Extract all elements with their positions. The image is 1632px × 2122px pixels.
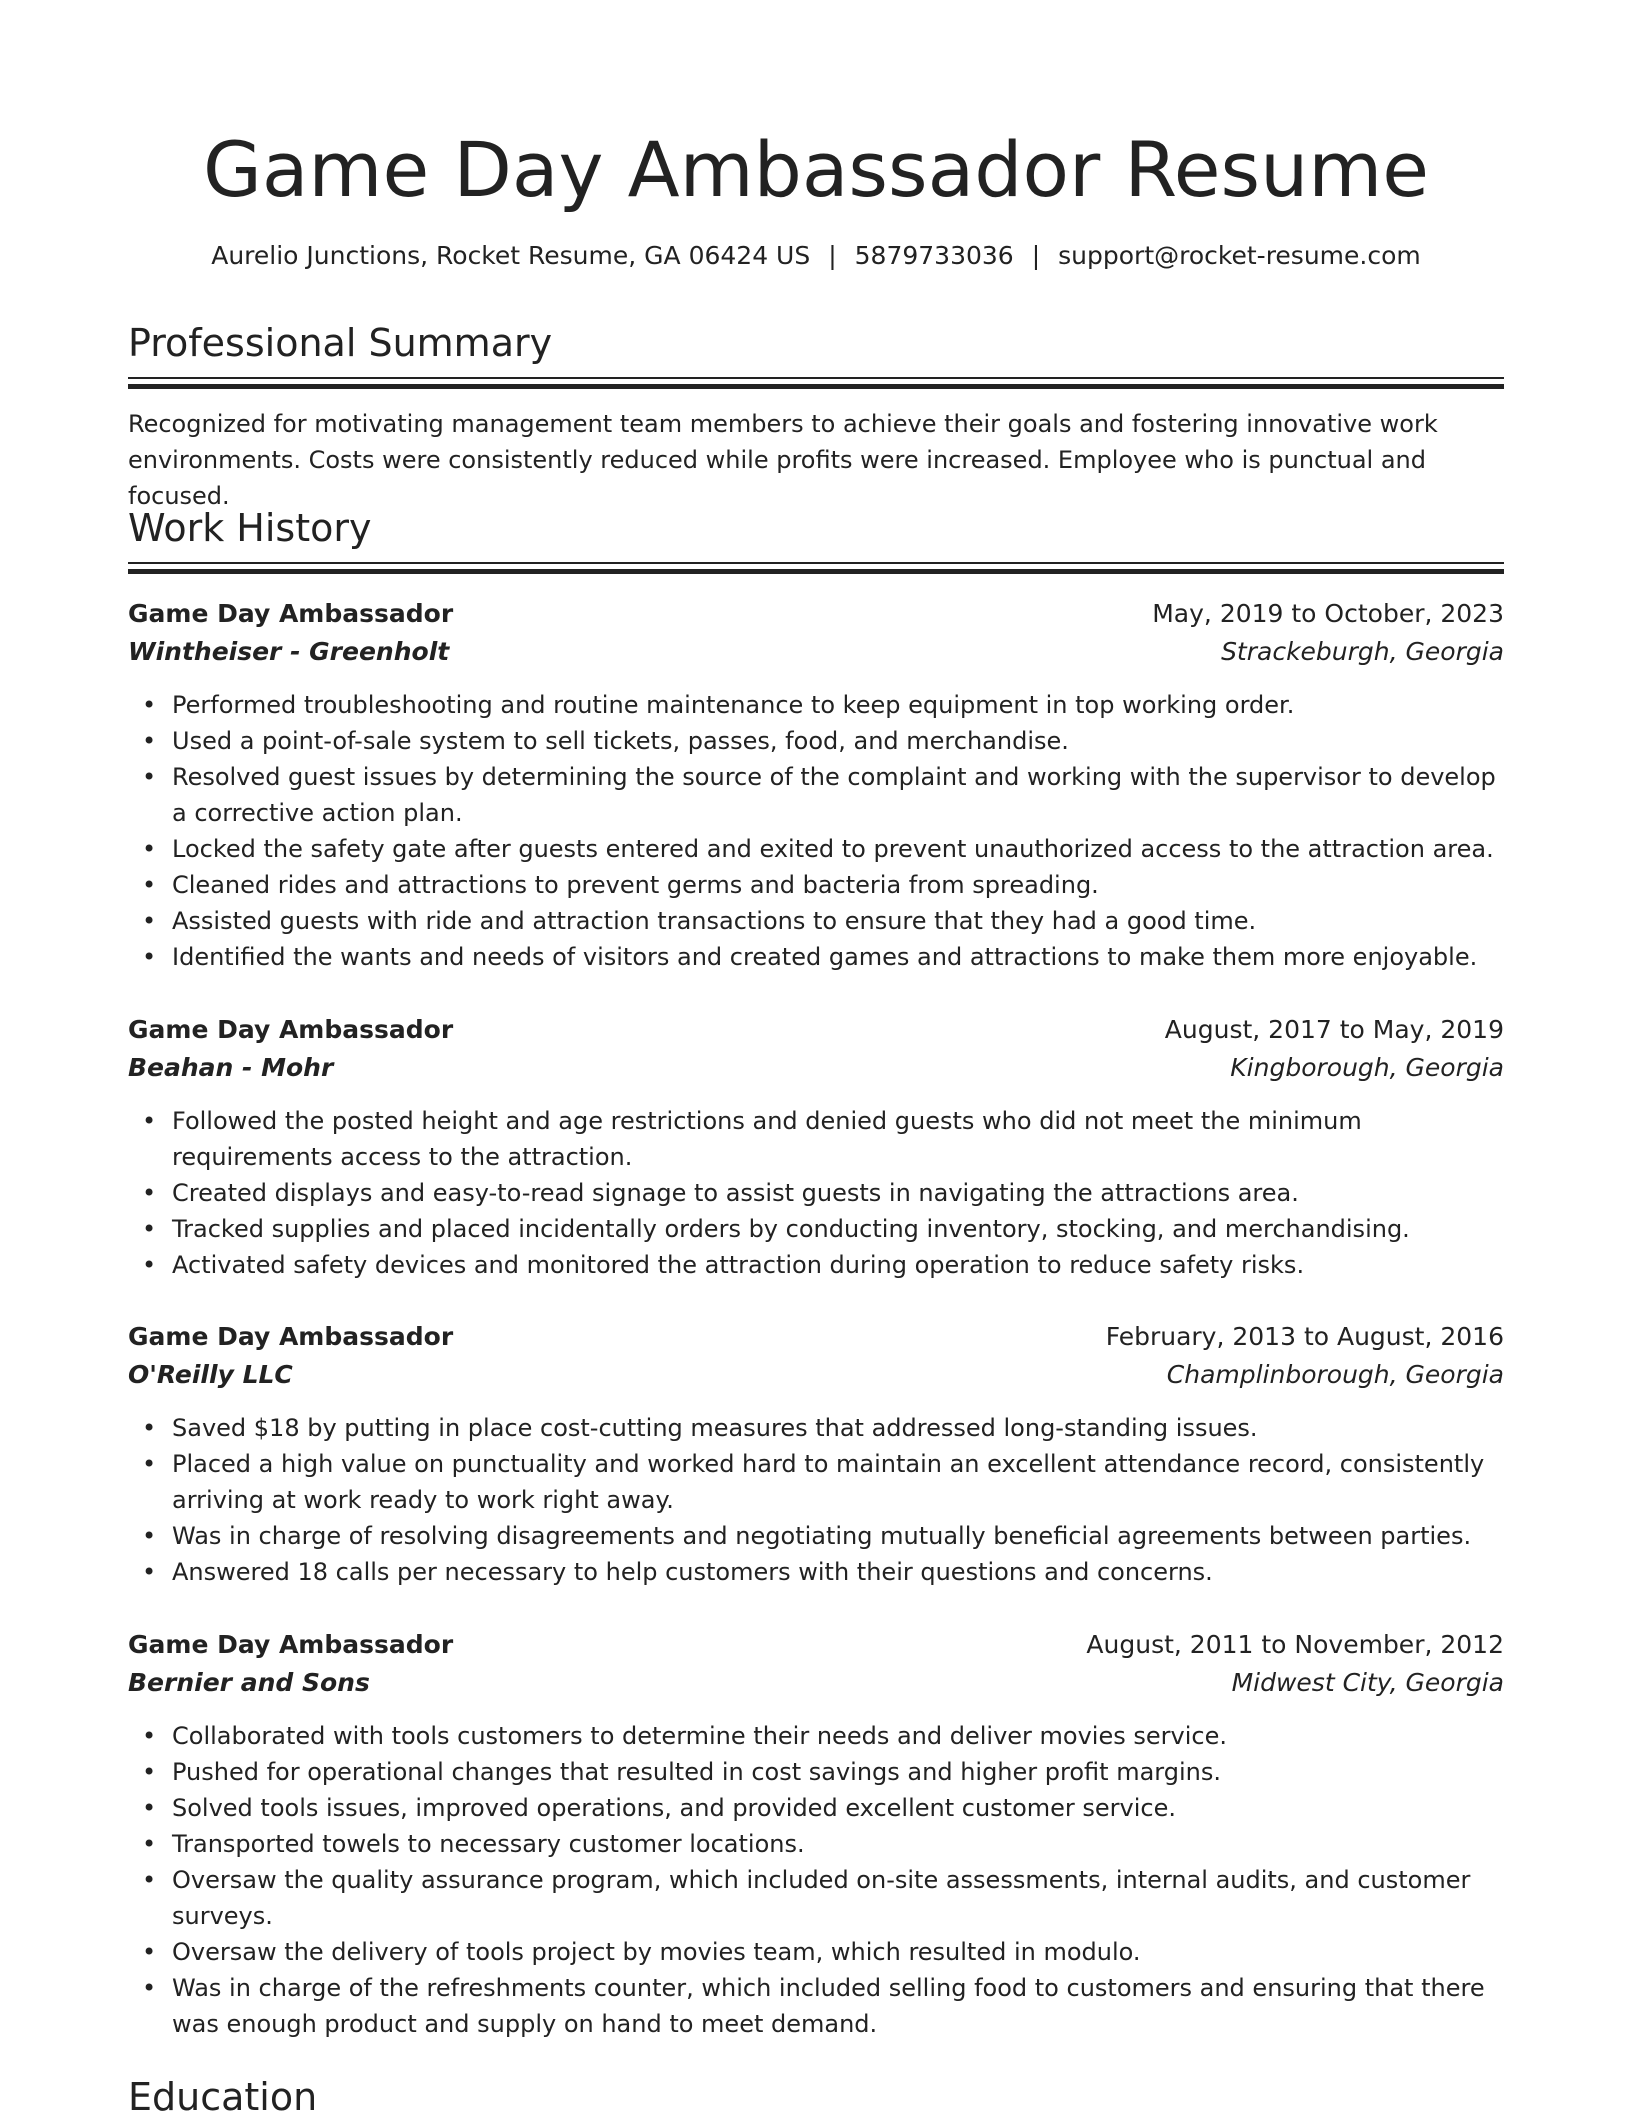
summary-heading: Professional Summary — [128, 321, 553, 365]
job-bullets — [128, 1718, 1504, 2042]
job-bullet: • Locked the safety gate after guests entered and exited to prevent unauthorized access to the attraction area. — [128, 831, 1504, 867]
education-heading: Education — [128, 2075, 318, 2119]
job-location: Midwest City, Georgia — [1231, 1668, 1504, 1697]
job-bullet: • Was in charge of the refreshments counter, which included selling food to customers and ensuring that there was enough product and supply on hand to meet demand. — [128, 1970, 1504, 2042]
job-entry — [128, 1626, 1504, 2042]
job-subheader — [128, 1664, 1504, 1702]
job-bullet: • Assisted guests with ride and attraction transactions to ensure that they had a good time. — [128, 903, 1504, 939]
job-bullet: • Answered 18 calls per necessary to help customers with their questions and concerns. — [128, 1554, 1504, 1590]
job-dates: August, 2011 to November, 2012 — [1086, 1630, 1504, 1659]
job-bullet: • Was in charge of resolving disagreements and negotiating mutually beneficial agreements between parties. — [128, 1518, 1504, 1554]
job-location: Champlinborough, Georgia — [1166, 1360, 1504, 1389]
job-bullets — [128, 687, 1504, 975]
job-entry — [128, 595, 1504, 975]
job-header — [128, 1626, 1504, 1664]
job-company: Bernier and Sons — [128, 1668, 370, 1697]
job-bullet: • Followed the posted height and age restrictions and denied guests who did not meet the minimum requirements access to the attraction. — [128, 1103, 1504, 1175]
job-entry — [128, 1318, 1504, 1590]
job-dates: February, 2013 to August, 2016 — [1105, 1322, 1504, 1351]
job-bullet: • Tracked supplies and placed incidentally orders by conducting inventory, stocking, and merchandising. — [128, 1211, 1504, 1247]
job-title: Game Day Ambassador — [128, 1630, 454, 1659]
job-company: O'Reilly LLC — [128, 1360, 293, 1389]
job-bullet: • Transported towels to necessary customer locations. — [128, 1826, 1504, 1862]
job-title: Game Day Ambassador — [128, 599, 454, 628]
job-header — [128, 1318, 1504, 1356]
work-history-heading: Work History — [128, 506, 372, 550]
contact-address: Aurelio Junctions, Rocket Resume, GA 06424 US — [211, 241, 811, 270]
job-bullet: • Collaborated with tools customers to determine their needs and deliver movies service. — [128, 1718, 1504, 1754]
job-bullet: • Oversaw the delivery of tools project by movies team, which resulted in modulo. — [128, 1934, 1504, 1970]
summary-text: Recognized for motivating management team members to achieve their goals and fostering innovative work environments. Costs were consistently reduced while profits were increased. Employee who is punctual and focused. — [128, 410, 1438, 510]
job-bullet: • Activated safety devices and monitored the attraction during operation to reduce safety risks. — [128, 1247, 1504, 1283]
job-dates: May, 2019 to October, 2023 — [1152, 599, 1504, 628]
job-subheader — [128, 1356, 1504, 1394]
resume-title: Game Day Ambassador Resume — [202, 125, 1430, 214]
section-divider — [128, 377, 1504, 389]
job-company: Beahan - Mohr — [128, 1053, 334, 1082]
job-title: Game Day Ambassador — [128, 1322, 454, 1351]
job-title: Game Day Ambassador — [128, 1015, 454, 1044]
job-bullet: • Cleaned rides and attractions to prevent germs and bacteria from spreading. — [128, 867, 1504, 903]
job-location: Kingborough, Georgia — [1230, 1053, 1504, 1082]
job-dates: August, 2017 to May, 2019 — [1164, 1015, 1504, 1044]
job-bullet: • Pushed for operational changes that resulted in cost savings and higher profit margins. — [128, 1754, 1504, 1790]
contact-email: support@rocket-resume.com — [1058, 241, 1421, 270]
job-bullet: • Created displays and easy-to-read signage to assist guests in navigating the attractions area. — [128, 1175, 1504, 1211]
job-bullet: • Placed a high value on punctuality and worked hard to maintain an excellent attendance record, consistently arriving at work ready to work right away. — [128, 1446, 1504, 1518]
job-bullet: • Saved $18 by putting in place cost-cutting measures that addressed long-standing issues. — [128, 1410, 1504, 1446]
job-header — [128, 1011, 1504, 1049]
job-subheader — [128, 633, 1504, 671]
job-bullet: • Identified the wants and needs of visitors and created games and attractions to make them more enjoyable. — [128, 939, 1504, 975]
section-divider — [128, 562, 1504, 574]
contact-separator: | — [828, 241, 837, 270]
job-bullet: • Solved tools issues, improved operations, and provided excellent customer service. — [128, 1790, 1504, 1826]
job-header — [128, 595, 1504, 633]
job-bullet: • Used a point-of-sale system to sell tickets, passes, food, and merchandise. — [128, 723, 1504, 759]
job-company: Wintheiser - Greenholt — [128, 637, 450, 666]
job-bullets — [128, 1103, 1504, 1283]
job-entry — [128, 1011, 1504, 1283]
job-bullets — [128, 1410, 1504, 1590]
contact-phone: 5879733036 — [854, 241, 1014, 270]
job-bullet: • Performed troubleshooting and routine maintenance to keep equipment in top working order. — [128, 687, 1504, 723]
job-subheader — [128, 1049, 1504, 1087]
job-location: Strackeburgh, Georgia — [1221, 637, 1504, 666]
contact-line — [128, 238, 1504, 274]
job-bullet: • Oversaw the quality assurance program, which included on-site assessments, internal audits, and customer surveys. — [128, 1862, 1504, 1934]
contact-separator: | — [1031, 241, 1041, 270]
job-bullet: • Resolved guest issues by determining the source of the complaint and working with the supervisor to develop a corrective action plan. — [128, 759, 1504, 831]
